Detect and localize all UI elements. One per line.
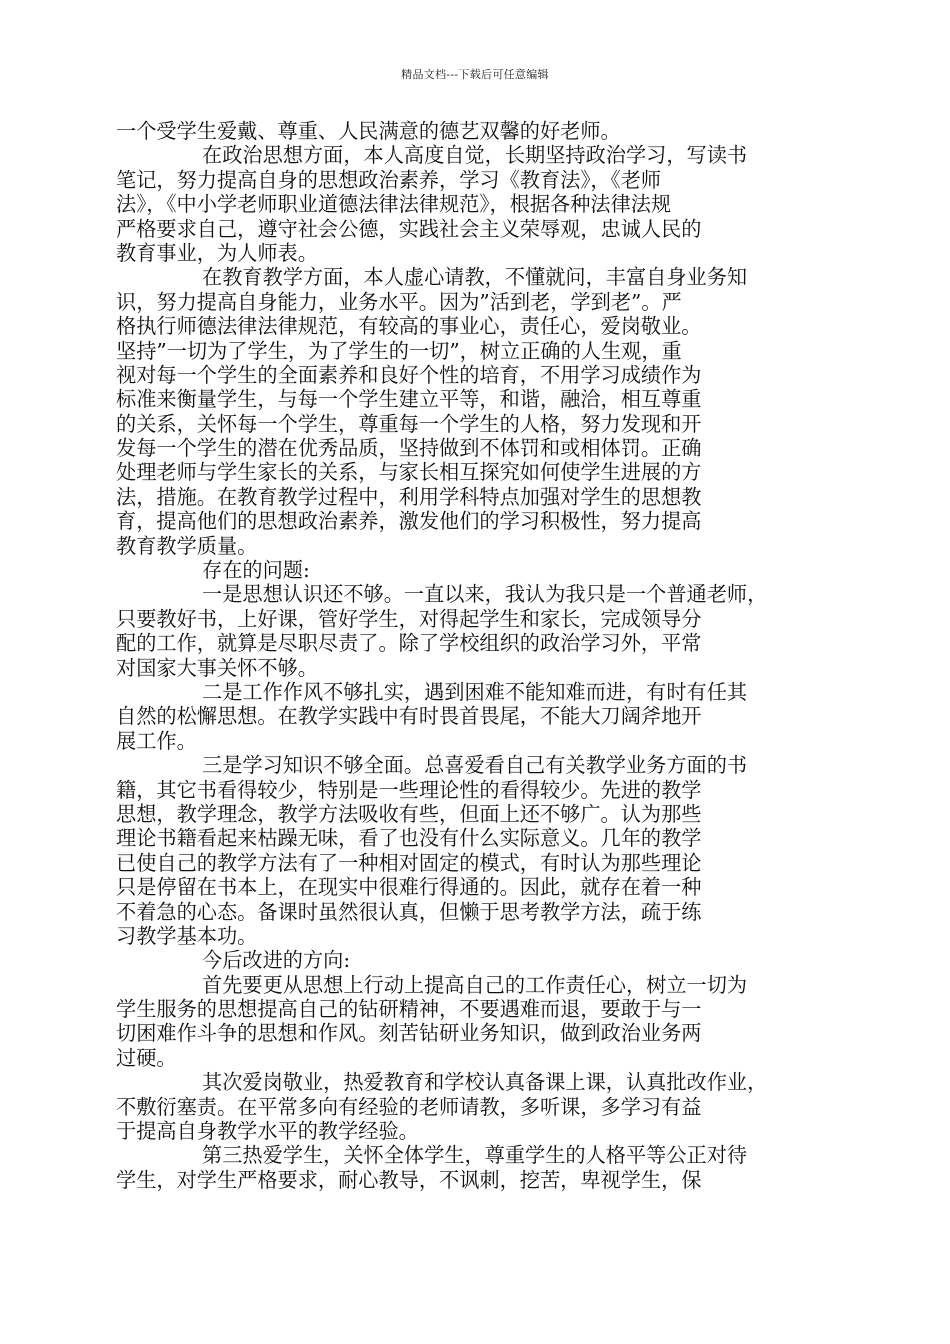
text-line: 在教育教学方面，本人虚心请教，不懂就问，丰富自身业务知: [202, 265, 748, 290]
text-line: 不敷衍塞责。在平常多向有经验的老师请教，多听课，多学习有益: [116, 1094, 702, 1119]
text-line: 发每一个学生的潜在优秀品质，坚持做到不体罚和或相体罚。正确: [116, 436, 702, 461]
text-line: 育，提高他们的思想政治素养，激发他们的学习积极性，努力提高: [116, 509, 702, 534]
text-line: 思想，教学理念，教学方法吸收有些，但面上还不够广。认为那些: [116, 801, 702, 826]
text-line: 识，努力提高自身能力，业务水平。因为”活到老，学到老”。严: [116, 289, 682, 314]
text-line: 籍，其它书看得较少，特别是一些理论性的看得较少。先进的教学: [116, 777, 702, 802]
text-line: 首先要更从思想上行动上提高自己的工作责任心，树立一切为: [202, 972, 748, 997]
text-line: 严格要求自己，遵守社会公德，实践社会主义荣辱观，忠诚人民的: [116, 216, 702, 241]
text-line: 标准来衡量学生，与每一个学生建立平等，和谐，融洽，相互尊重: [116, 387, 702, 412]
text-line: 于提高自身教学水平的教学经验。: [116, 1119, 419, 1144]
text-line: 三是学习知识不够全面。总喜爱看自己有关教学业务方面的书: [202, 753, 748, 778]
text-line: 学生服务的思想提高自己的钻研精神，不要遇难而退，要敢于与一: [116, 997, 702, 1022]
text-line: 的关系，关怀每一个学生，尊重每一个学生的人格，努力发现和开: [116, 411, 702, 436]
text-line: 其次爱岗敬业，热爱教育和学校认真备课上课，认真批改作业，: [202, 1070, 768, 1095]
text-line: 坚持”一切为了学生，为了学生的一切”，树立正确的人生观，重: [116, 338, 682, 363]
body-text: [116, 119, 808, 1192]
text-line: 法》，《中小学老师职业道德法律法律规范》，根据各种法律法规: [116, 192, 672, 217]
text-line: 教育教学质量。: [116, 533, 258, 558]
text-line: 配的工作，就算是尽职尽责了。除了学校组织的政治学习外，平常: [116, 631, 702, 656]
text-line: 一个受学生爱戴、尊重、人民满意的德艺双馨的好老师。: [116, 119, 621, 143]
text-line: 存在的问题:: [202, 558, 310, 583]
text-line: 格执行师德法律法律规范，有较高的事业心，责任心，爱岗敬业。: [116, 314, 702, 339]
text-line: 对国家大事关怀不够。: [116, 655, 318, 680]
text-line: 只是停留在书本上，在现实中很难行得通的。因此，就存在着一种: [116, 875, 702, 900]
text-line: 只要教好书，上好课，管好学生，对得起学生和家长，完成领导分: [116, 606, 702, 631]
text-line: 一是思想认识还不够。一直以来，我认为我只是一个普通老师，: [202, 582, 768, 607]
text-line: 视对每一个学生的全面素养和良好个性的培育，不用学习成绩作为: [116, 362, 702, 387]
text-line: 二是工作作风不够扎实，遇到困难不能知难而进，有时有任其: [202, 679, 748, 704]
text-line: 展工作。: [116, 728, 197, 753]
text-line: 在政治思想方面，本人高度自觉，长期坚持政治学习，写读书: [202, 143, 748, 168]
text-line: 今后改进的方向:: [202, 948, 351, 973]
text-line: 笔记，努力提高自身的思想政治素养，学习《教育法》，《老师: [116, 167, 662, 192]
text-line: 法，措施。在教育教学过程中，利用学科特点加强对学生的思想教: [116, 484, 702, 509]
text-line: 教育事业，为人师表。: [116, 240, 318, 265]
text-line: 习教学基本功。: [116, 923, 258, 948]
text-line: 第三热爱学生，关怀全体学生，尊重学生的人格平等公正对待: [202, 1143, 748, 1168]
text-line: 过硬。: [116, 1045, 177, 1070]
text-line: 不着急的心态。备课时虽然很认真，但懒于思考教学方法，疏于练: [116, 899, 702, 924]
page-header: 精品文档---下载后可任意编辑: [401, 68, 549, 81]
text-line: 自然的松懈思想。在教学实践中有时畏首畏尾，不能大刀阔斧地开: [116, 704, 702, 729]
text-line: 处理老师与学生家长的关系，与家长相互探究如何使学生进展的方: [116, 460, 702, 485]
text-line: 学生，对学生严格要求，耐心教导，不讽刺，挖苦，卑视学生，保: [116, 1167, 702, 1192]
text-line: 切困难作斗争的思想和作风。刻苦钻研业务知识，做到政治业务两: [116, 1021, 702, 1046]
text-line: 理论书籍看起来枯躁无味，看了也没有什么实际意义。几年的教学: [116, 826, 702, 851]
text-line: 已使自己的教学方法有了一种相对固定的模式，有时认为那些理论: [116, 850, 702, 875]
